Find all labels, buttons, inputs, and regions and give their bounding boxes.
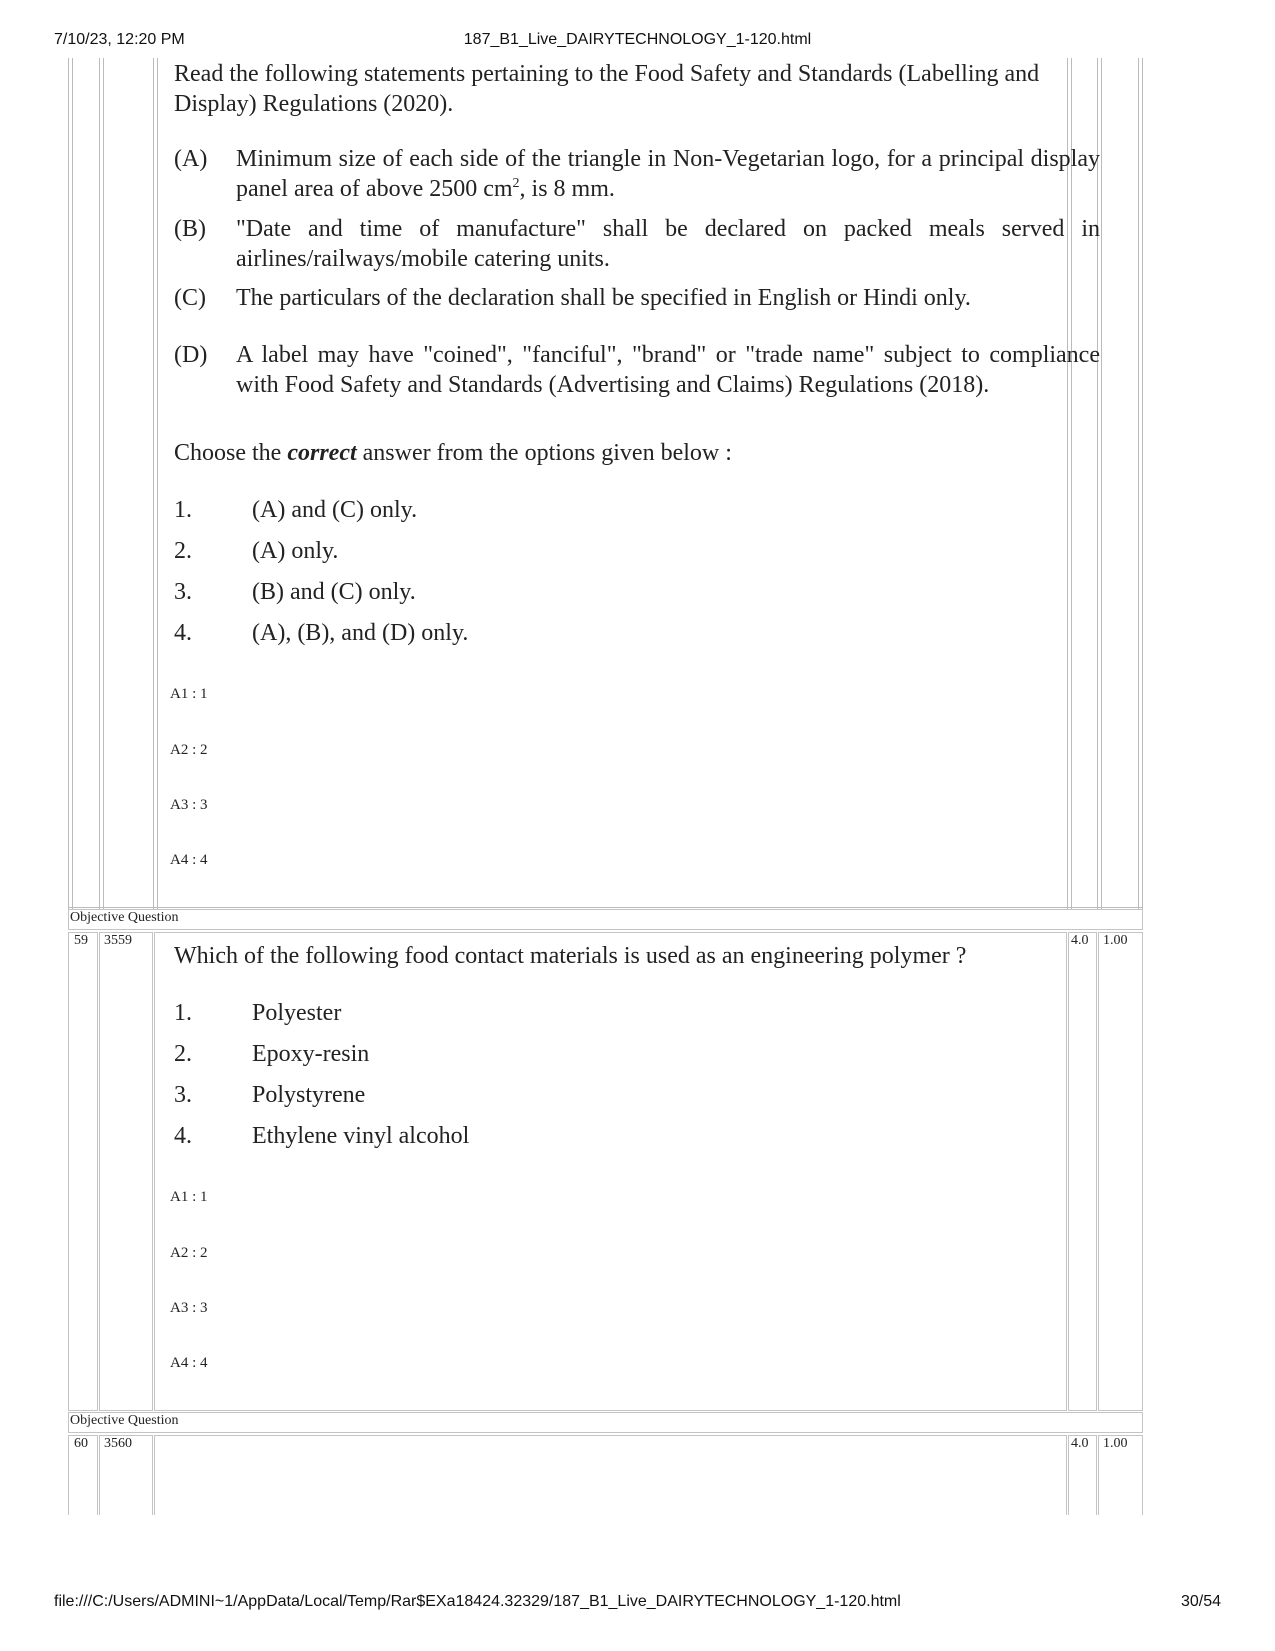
statement-label: (A) (174, 146, 208, 172)
file-path: file:///C:/Users/ADMINI~1/AppData/Local/Temp/Rar$EXa18424.32329/187_B1_Live_DAIRYTECHNOLOGY_1-120.html (54, 1593, 901, 1610)
answer-key: A1 : 1 (170, 686, 208, 702)
marks: 4.0 (1071, 933, 1089, 948)
question-id: 3559 (104, 933, 132, 948)
question-59-text: Which of the following food contact materials is used as an engineering polymer ? (174, 943, 967, 969)
question-type-row (68, 1412, 1143, 1433)
statement-label: (C) (174, 285, 206, 311)
statement-text: A label may have "coined", "fanciful", "brand" or "trade name" subject to compliance with Food Safety and Standards (Advertising and Claims) Regulations (2018). (236, 342, 1100, 398)
statement-label: (D) (174, 342, 208, 368)
negative-marks: 1.00 (1103, 933, 1128, 948)
question-type-label: Objective Question (70, 1413, 179, 1428)
question-id: 3560 (104, 1436, 132, 1451)
marks-cell (1068, 932, 1097, 1411)
statement-text: "Date and time of manufacture" shall be declared on packed meals served in airlines/railways/mobile catering units. (236, 216, 1100, 272)
answer-key: A4 : 4 (170, 1355, 208, 1371)
marks: 4.0 (1071, 1436, 1089, 1451)
statement-label: (B) (174, 216, 206, 242)
answer-key: A3 : 3 (170, 797, 208, 813)
choose-instruction: Choose the correct answer from the options given below : (174, 440, 732, 466)
qid-cell (99, 932, 153, 1411)
statement-text: Minimum size of each side of the triangle in Non-Vegetarian logo, for a principal display panel area of above 2500 $cm^2$, is 8 mm. (236, 146, 1100, 202)
print-datetime: 7/10/23, 12:20 PM (54, 31, 185, 48)
statement-d (174, 340, 1100, 430)
answer-key: A4 : 4 (170, 852, 208, 868)
answer-key: A1 : 1 (170, 1189, 208, 1205)
page-number: 30/54 (1180, 1593, 1221, 1610)
answer-key: A2 : 2 (170, 742, 208, 758)
question-type-label: Objective Question (70, 910, 179, 925)
question-serial: 60 (74, 1436, 88, 1451)
answer-key: A3 : 3 (170, 1300, 208, 1316)
question-58-intro: Read the following statements pertaining to the Food Safety and Standards (Labelling and Display) Regulations (2020). (174, 61, 1040, 117)
negative-marks: 1.00 (1103, 1436, 1128, 1451)
statement-c (174, 283, 1100, 313)
question-cell (154, 1435, 1067, 1515)
question-serial: 59 (74, 933, 88, 948)
statement-text: The particulars of the declaration shall be specified in English or Hindi only. (236, 285, 971, 311)
question-type-row (68, 909, 1143, 930)
statement-b (174, 214, 1100, 274)
statement-a (174, 144, 1100, 204)
sno-cell (68, 932, 98, 1411)
negative-marks-cell (1098, 932, 1143, 1411)
answer-key: A2 : 2 (170, 1245, 208, 1261)
document-title: 187_B1_Live_DAIRYTECHNOLOGY_1-120.html (463, 31, 812, 48)
